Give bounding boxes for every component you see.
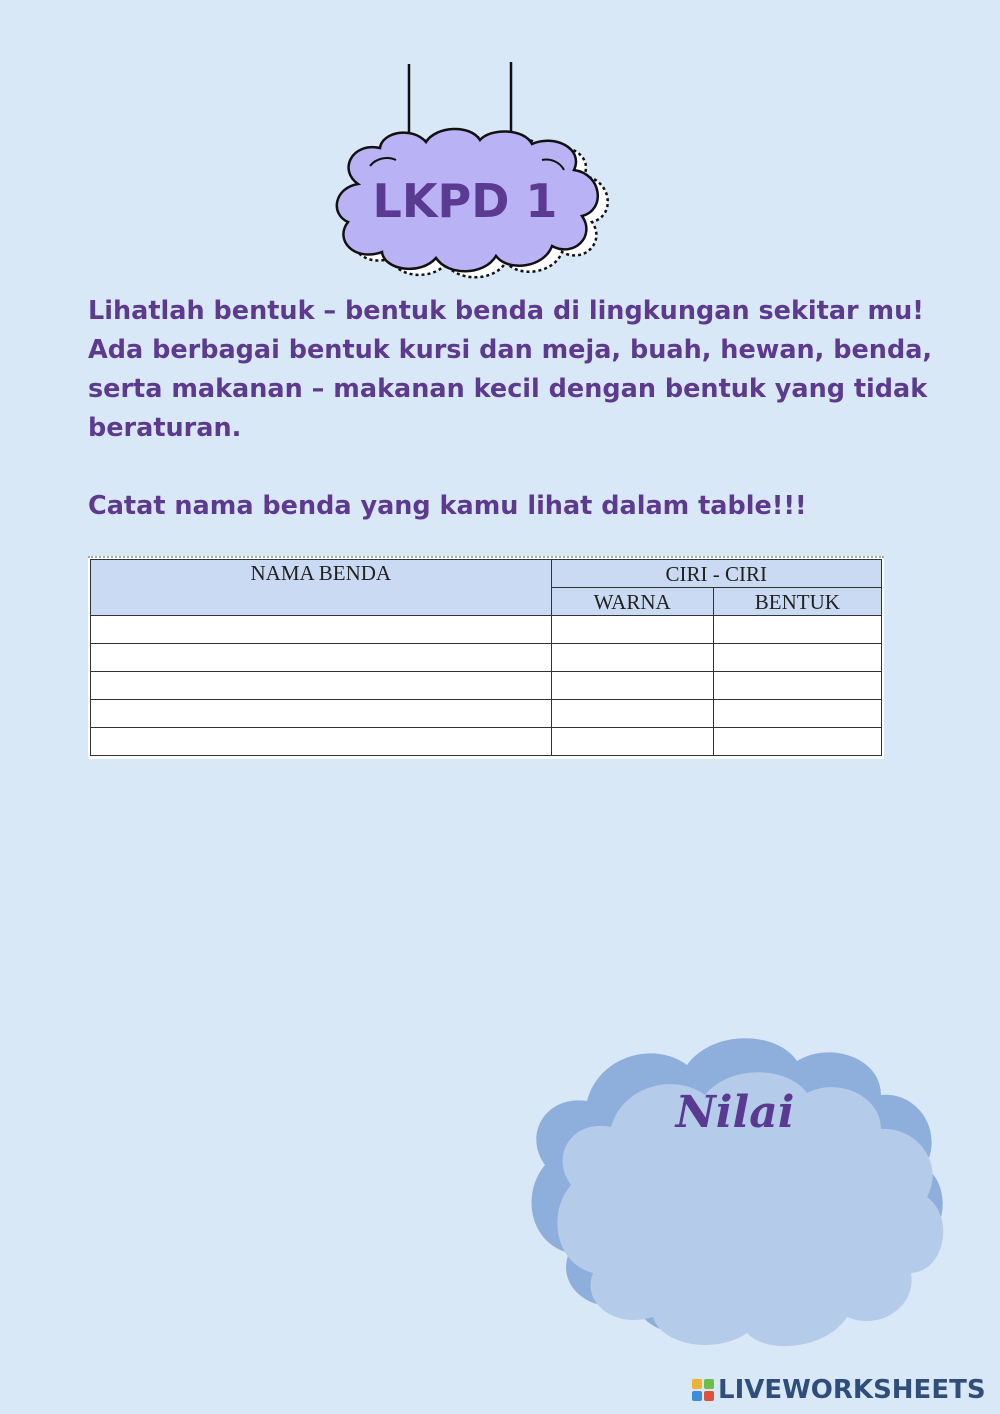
table-row [91,644,882,672]
bentuk-cell[interactable] [713,700,881,728]
table-row [91,700,882,728]
bentuk-cell[interactable] [713,616,881,644]
bentuk-cell[interactable] [713,672,881,700]
warna-cell[interactable] [551,728,713,756]
nama-benda-cell[interactable] [91,700,552,728]
title-cloud [330,62,610,280]
brand-footer [692,1374,986,1406]
answer-table-container [88,556,884,759]
bentuk-cell[interactable] [713,728,881,756]
header-nama-benda: NAMA BENDA [91,560,552,616]
brand-name: LIVEWORKSHEETS [718,1375,986,1405]
header-ciri-ciri: CIRI - CIRI [551,560,881,588]
score-label: Nilai [675,1087,795,1138]
warna-cell[interactable] [551,616,713,644]
instructions-text: Lihatlah bentuk – bentuk benda di lingkungan sekitar mu! Ada berbagai bentuk kursi dan meja, buah, hewan, benda, serta makanan – makanan kecil dengan bentuk yang tidak beraturan. [88,296,933,443]
bentuk-cell[interactable] [713,644,881,672]
table-row [91,616,882,644]
table-row [91,672,882,700]
table-row [91,728,882,756]
warna-cell[interactable] [551,700,713,728]
score-cloud-graphic [525,1035,955,1355]
answer-table [90,559,882,756]
nama-benda-cell[interactable] [91,616,552,644]
score-cloud [525,1035,955,1355]
warna-cell[interactable] [551,672,713,700]
task-text: Catat nama benda yang kamu lihat dalam table!!! [88,491,807,521]
warna-cell[interactable] [551,644,713,672]
liveworksheets-logo-icon [692,1379,714,1401]
nama-benda-cell[interactable] [91,672,552,700]
header-bentuk: BENTUK [713,588,881,616]
header-warna: WARNA [551,588,713,616]
nama-benda-cell[interactable] [91,728,552,756]
worksheet-title: LKPD 1 [372,174,558,228]
nama-benda-cell[interactable] [91,644,552,672]
hanging-cloud-graphic [330,62,610,280]
